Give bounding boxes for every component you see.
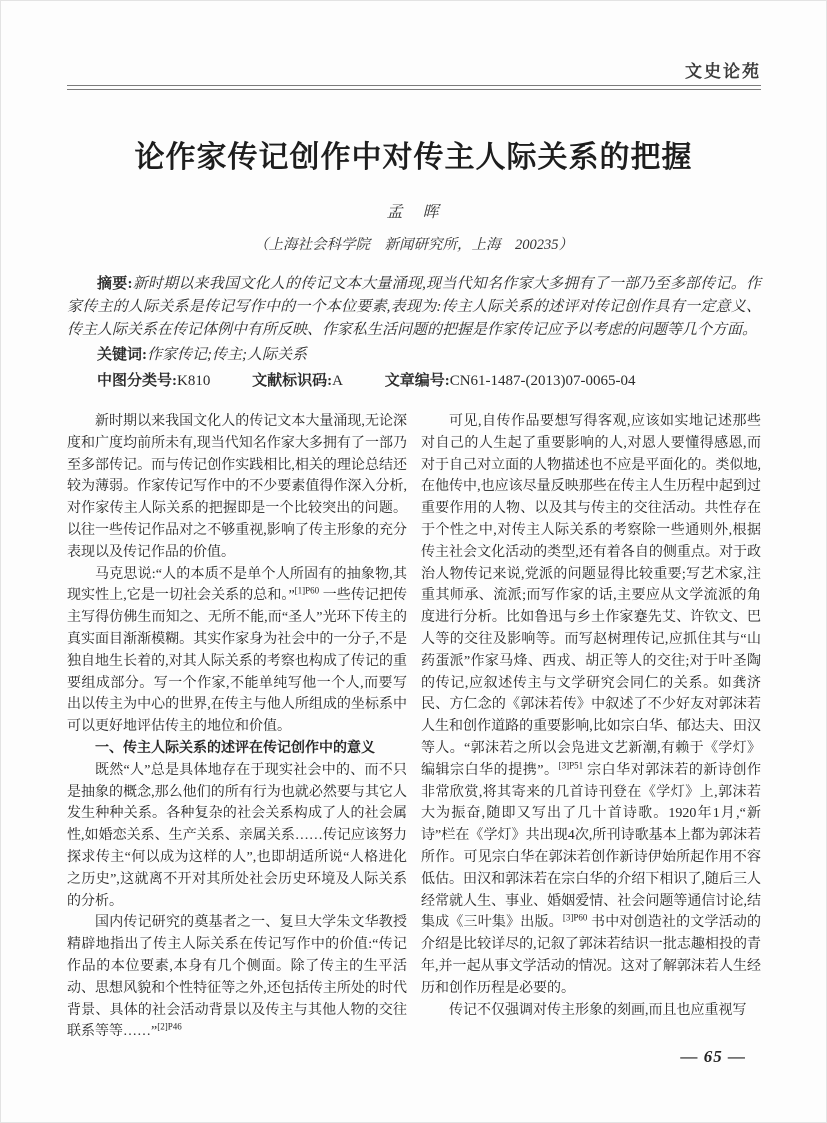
abstract xyxy=(67,273,761,342)
clc-value: K810 xyxy=(177,373,211,389)
keywords xyxy=(67,344,761,367)
page-number: — 65 — xyxy=(680,1047,746,1066)
document-code xyxy=(252,373,343,389)
author-affiliation: （上海社会科学院 新闻研究所，上海 200235） xyxy=(254,237,573,253)
body-paragraph: 马克思说:“人的本质不是单个人所固有的抽象物,其现实性上,它是一切社会关系的总和。”$^{[1]P60}$ 一些传记把传主写得仿佛生而知之、无所不能,而“圣人”光环下传主的真实面目渐渐模糊。其实作家身为社会中的一分子,不是独自地生长着的,对其人际关系的考察也构成了传记的重要组成部分。写一个作家,不能单纯写他一个人,而要写出以传主为中心的世界,在传主与他人所组成的坐标系中可以更好地评估传主的地位和价值。 xyxy=(67,566,408,735)
article-id-value: CN61-1487-(2013)07-0065-04 xyxy=(449,373,636,389)
page-title: 论作家传记创作中对传主人际关系的把握 xyxy=(134,141,693,174)
abstract-text: 新时期以来我国文化人的传记文本大量涌现,现当代知名作家大多拥有了一部乃至多部传记。作家传主的人际关系是传记写作中的一个本位要素,表现为:传主人际关系的述评对传记创作具有一定意义、传主人际关系在传记体例中有所反映、作家私生活问题的把握是作家传记应予以考虑的问题等几个方面。 xyxy=(67,276,761,338)
keywords-text: 作家传记;传主;人际关系 xyxy=(147,347,307,363)
body-paragraph: 既然“人”总是具体地存在于现实社会中的、而不只是抽象的概念,那么他们的所有行为也就必然要与其它人发生种种关系。各种复杂的社会关系构成了人的社会属性,如婚恋关系、生产关系、亲属关系……传记应该努力探求传主“何以成为这样的人”,也即胡适所说“人格进化之历史”,这就离不开对其所处社会历史环境及人际关系的分析。 xyxy=(67,762,407,909)
right-column xyxy=(421,411,761,1043)
citation-superscript: [3]P51 xyxy=(558,760,584,771)
header-double-rule xyxy=(67,85,761,90)
journal-section-label: 文史论苑 xyxy=(685,62,761,81)
clc-label: 中图分类号: xyxy=(97,373,177,389)
article-id-label: 文章编号: xyxy=(384,373,450,389)
body-paragraph: 可见,自传作品要想写得客观,应该如实地记述那些对自己的人生起了重要影响的人,对恩人要懂得感恩,而对于自己对立面的人物描述也不应是平面化的。类似地,在他传中,也应该尽量反映那些在传主人生历程中起到过重要作用的人物、以及其与传主的交往活动。共性存在于个性之中,对传主人际关系的考察除一些通则外,根据传主社会文化活动的类型,还有着各自的侧重点。对于政治人物传记来说,党派的问题显得比较重要;写艺术家,注重其师承、流派;而写作家的话,主要应从文学流派的角度进行分析。比如鲁迅与乡土作家蹇先艾、许钦文、巴人等的交往及影响等。而写赵树理传记,应抓住其与“山药蛋派”作家马烽、西戎、胡正等人的交往;对于叶圣陶的传记,应叙述传主与文学研究会同仁的关系。如龚济民、方仁念的《郭沫若传》中叙述了不少好友对郭沫若人生和创作道路的重要影响,比如宗白华、郁达夫、田汉等人。“郭沫若之所以会凫进文艺新潮,有赖于《学灯》编辑宗白华的提携”。$^{[3]P51}$ 宗白华对郭沫若的新诗创作非常欣赏,将其寄来的几首诗刊登在《学灯》上,郭沫若大为振奋,随即又写出了几十首诗歌。1920年1月,“新诗”栏在《学灯》共出现4次,所刊诗歌基本上都为郭沫若所作。可见宗白华在郭沫若创作新诗伊始所起作用不容低估。田汉和郭沫若在宗白华的介绍下相识了,随后三人经常就人生、事业、婚姻爱情、社会问题等通信讨论,结集成《三叶集》出版。$^{[3]P60}$ 书中对创造社的文学活动的介绍是比较详尽的,记叙了郭沫若结识一批志趣相投的青年,并一起从事文学活动的情况。这对了解郭沫若人生经历和创作历程是必要的。 xyxy=(421,414,762,996)
left-column xyxy=(67,411,407,1043)
keywords-label: 关键词: xyxy=(97,347,147,363)
body-paragraph: 传记不仅强调对传主形象的刻画,而且也应重视写 xyxy=(449,1002,747,1018)
section-heading: 一、传主人际关系的述评在传记创作中的意义 xyxy=(95,740,375,756)
document-code-label: 文献标识码: xyxy=(252,373,333,389)
article-id xyxy=(385,373,636,389)
clc-number xyxy=(97,373,210,389)
document-code-value: A xyxy=(332,373,343,389)
body-columns xyxy=(67,411,761,1043)
article-meta xyxy=(67,273,761,393)
body-paragraph: 国内传记研究的奠基者之一、复旦大学朱文华教授精辟地指出了传主人际关系在传记写作中的价值:“传记作品的本位要素,本身有几个侧面。除了传主的生平活动、思想风貌和个性特征等之外,还包括传主所处的时代背景、具体的社会活动背景以及传主与其他人物的交往联系等等……”$^{[2]P46}$ xyxy=(67,915,407,1040)
abstract-label: 摘要: xyxy=(97,276,133,292)
citation-superscript: [2]P46 xyxy=(157,1021,182,1032)
author-name: 孟 晖 xyxy=(386,204,441,221)
citation-superscript: [3]P60 xyxy=(562,912,588,923)
citation-superscript: [1]P60 xyxy=(294,585,320,596)
body-paragraph: 新时期以来我国文化人的传记文本大量涌现,无论深度和广度均前所未有,现当代知名作家大多拥有了一部乃至多部传记。而与传记创作实践相比,相关的理论总结还较为薄弱。作家传记写作中的不少要素值得作深入分析,对作家传主人际关系的把握即是一个比较突出的问题。以往一些传记作品对之不够重视,影响了传主形象的充分表现以及传记作品的价值。 xyxy=(67,414,407,560)
classification-line xyxy=(67,370,761,393)
